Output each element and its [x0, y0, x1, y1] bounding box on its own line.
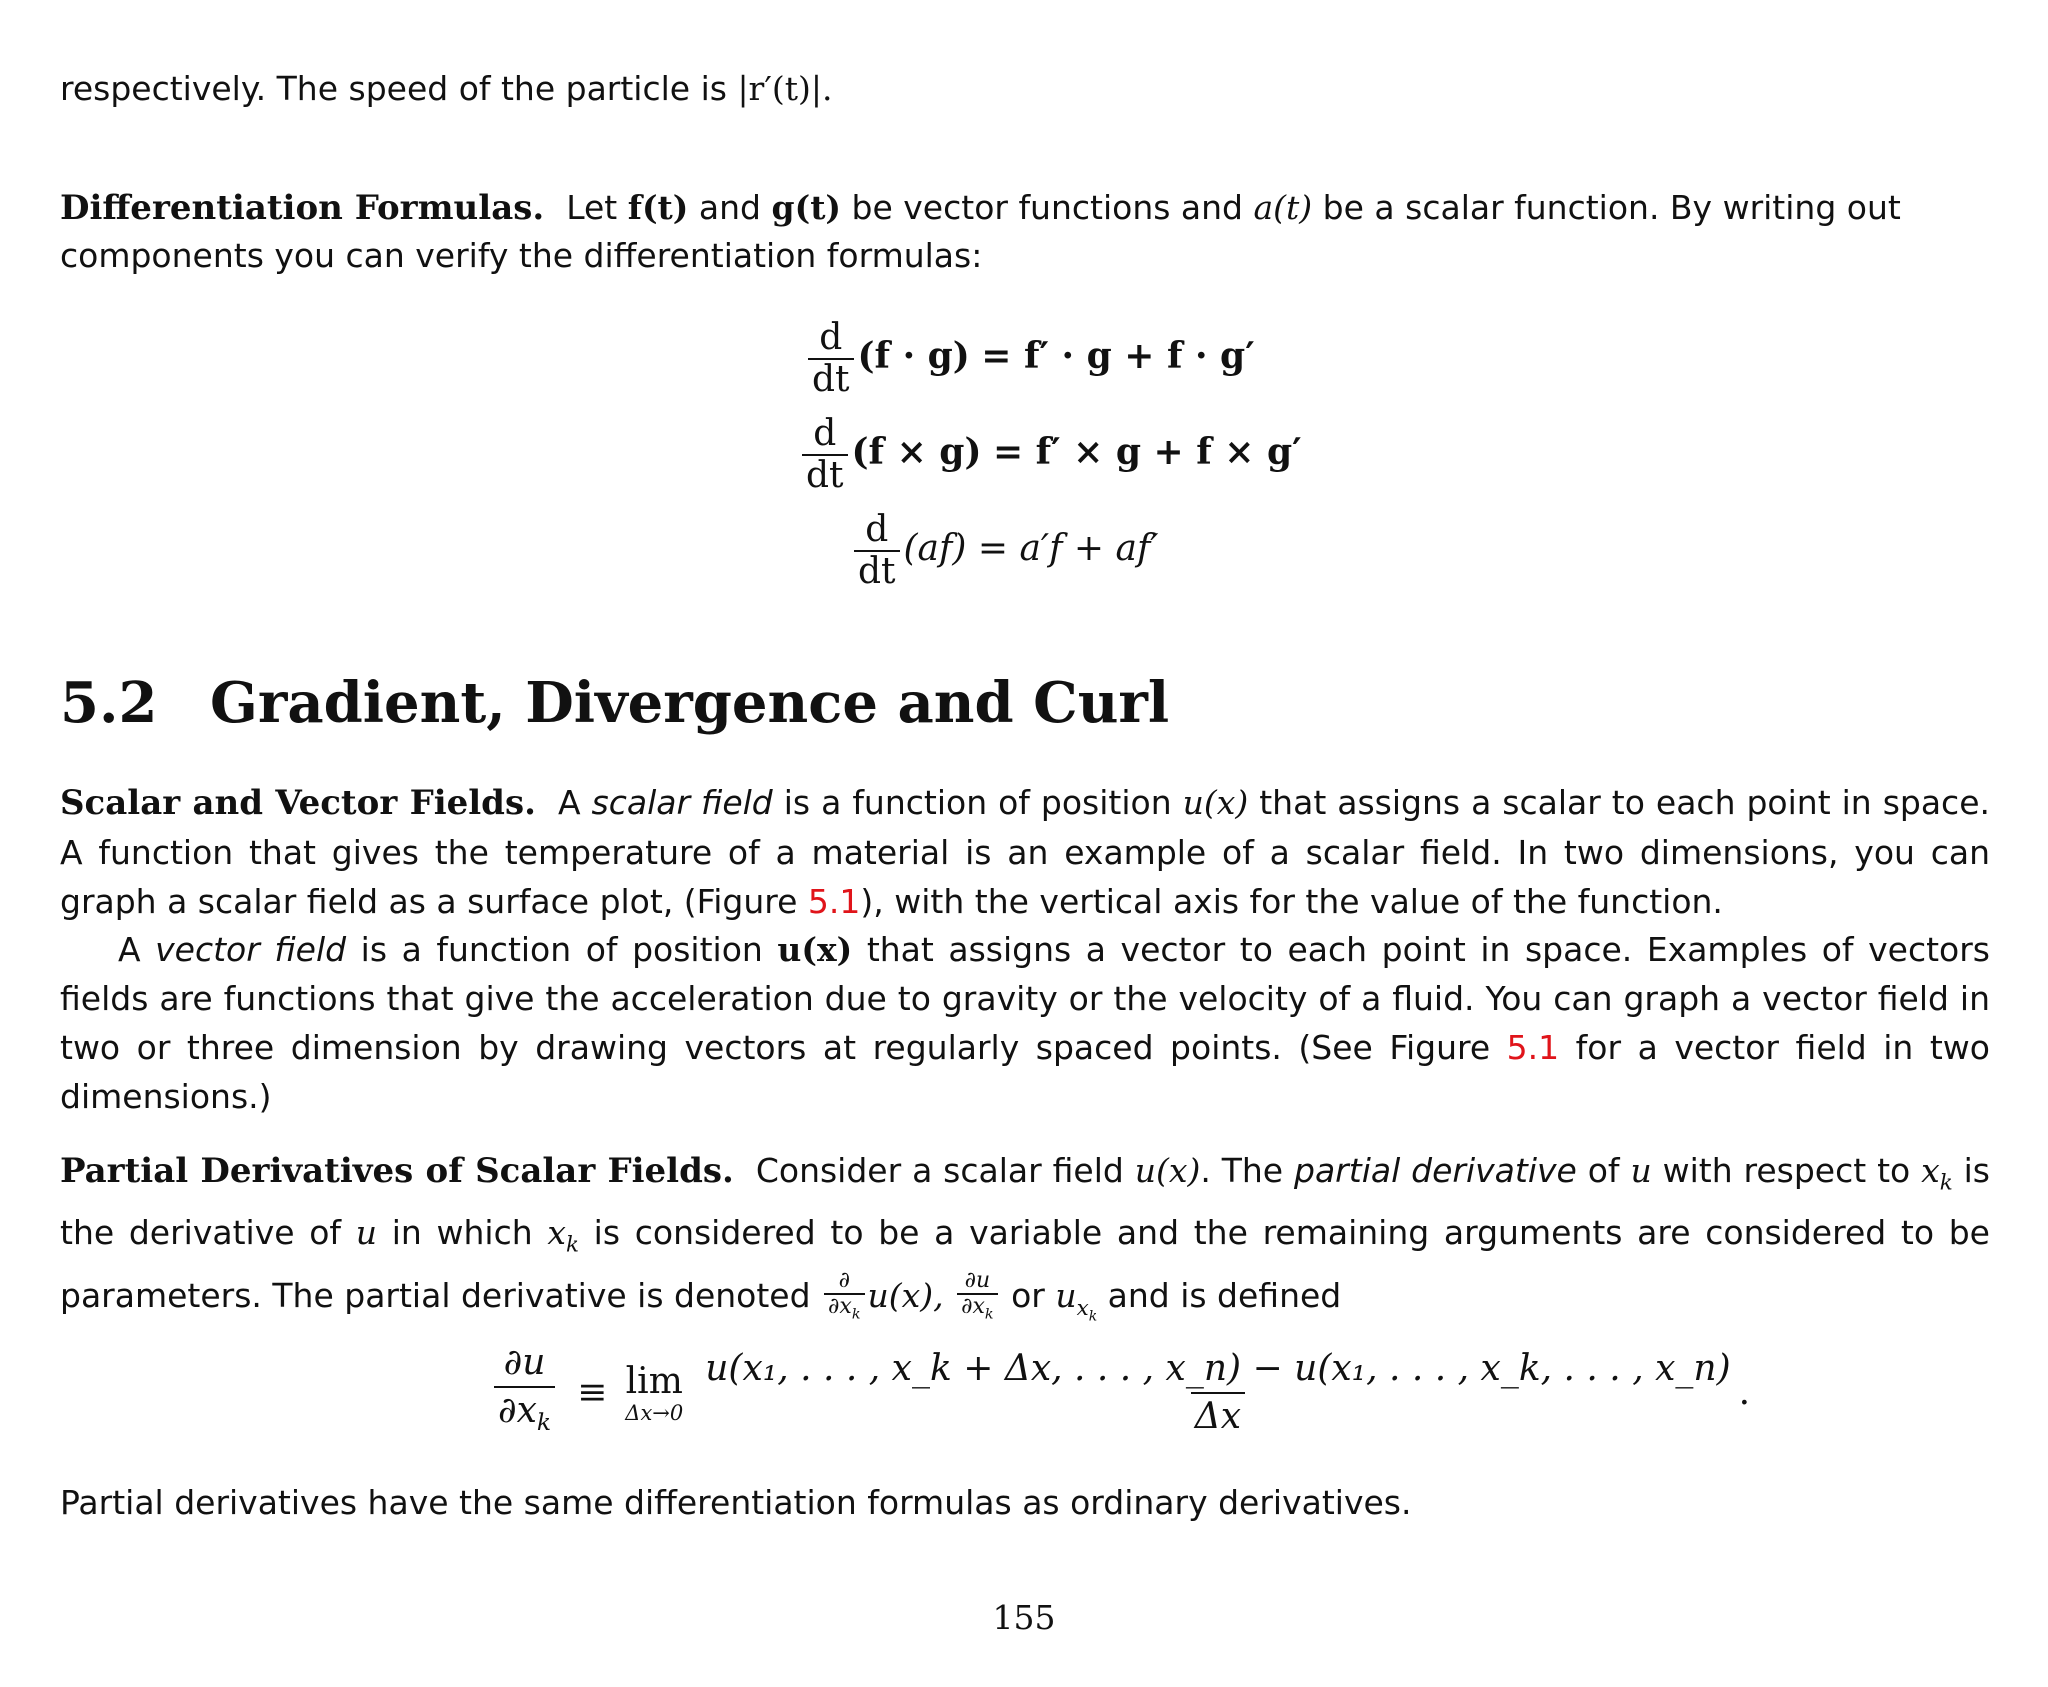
text-run: x	[547, 1212, 566, 1252]
subscript	[1076, 1295, 1098, 1325]
d-dt-fraction	[854, 510, 900, 592]
diff-formulas-line-2: components you can verify the differentiation formulas:	[60, 236, 983, 275]
text-run: A	[118, 930, 156, 969]
text-run: u	[1055, 1276, 1077, 1316]
text-run: .	[1738, 1372, 1751, 1414]
text-run: ∂x	[498, 1390, 537, 1431]
subscript: k	[1939, 1170, 1953, 1196]
partial-u-fraction	[957, 1269, 997, 1326]
partial-derivatives-heading: Partial Derivatives of Scalar Fields.	[60, 1151, 734, 1191]
text-run: and	[688, 188, 772, 227]
math-a-of-t: a(t)	[1253, 188, 1313, 227]
frac-denominator	[824, 1293, 864, 1326]
text-run: and is defined	[1097, 1276, 1342, 1316]
equation-dot-product	[804, 318, 1255, 400]
frac-numerator: u(x₁, . . . , x_k + Δx, . . . , x_n) − u(x₁, . . . , x_k, . . . , x_n)	[705, 1347, 1731, 1389]
text-run: Consider a scalar field	[755, 1151, 1135, 1190]
figure-link[interactable]: 5.1	[1506, 1028, 1560, 1067]
math-x-k	[1921, 1151, 1953, 1196]
equation-lhs: (f × g)	[851, 431, 982, 473]
text-run: that assigns a vector to each point in space. Examples of vectors fields are functions that give the acceleration due to gravity or the velocity of a fluid. You can graph a vector field in two or three dimension by drawing vectors at regularly spaced points. (See Figure	[60, 930, 1990, 1067]
diff-formulas-heading: Differentiation Formulas.	[60, 188, 545, 228]
equation-rhs: = f′ · g + f · g′	[981, 335, 1255, 377]
speed-expression: |r′(t)|.	[737, 69, 833, 108]
text-run: of	[1576, 1151, 1631, 1190]
lhs-fraction	[494, 1340, 555, 1445]
frac-denominator	[494, 1386, 555, 1445]
frac-numerator: d	[813, 413, 837, 454]
partial-derivatives-paragraph	[60, 1146, 1990, 1341]
frac-denominator: Δx	[1191, 1392, 1245, 1440]
math-bold-u-of-x: u(x)	[777, 930, 853, 969]
vector-field-paragraph	[60, 925, 1990, 1121]
text-run: is a function of position	[772, 783, 1183, 822]
subscript: k	[851, 1306, 861, 1323]
math-u: u	[1630, 1151, 1652, 1190]
text-run: x	[1076, 1295, 1089, 1321]
math-u-of-x: u(x)	[1134, 1151, 1201, 1190]
frac-denominator: dt	[854, 550, 900, 592]
d-dt-fraction	[802, 414, 848, 496]
text-run: lim	[625, 1360, 683, 1402]
equation-cross-product	[798, 414, 1302, 496]
frac-numerator: d	[865, 509, 889, 550]
text-run: or	[1000, 1276, 1056, 1316]
scalar-field-paragraph	[60, 778, 1990, 926]
diff-formulas-line-1	[60, 183, 1990, 233]
math-g-of-t: g(t)	[771, 188, 842, 227]
text-run: Let	[566, 188, 628, 227]
section-number: 5.2	[60, 670, 158, 736]
text-run: is the derivative of	[60, 1151, 1990, 1252]
equation-lhs: (af)	[903, 528, 967, 569]
frac-denominator: dt	[808, 358, 854, 400]
d-dt-fraction	[808, 318, 854, 400]
text-run: ∂x	[828, 1294, 852, 1320]
math-x-k	[547, 1212, 579, 1258]
frac-numerator: ∂u	[503, 1342, 546, 1383]
subscript: k	[984, 1306, 994, 1323]
page-number: 155	[992, 1598, 1056, 1637]
partial-derivative-definition	[490, 1340, 1750, 1445]
math-f-of-t: f(t)	[627, 188, 689, 227]
text-run: . The	[1200, 1151, 1295, 1190]
closing-sentence: Partial derivatives have the same differentiation formulas as ordinary derivatives.	[60, 1483, 1412, 1522]
text-run: with respect to	[1651, 1151, 1922, 1190]
text-run: that assigns a scalar to each point in space. A function that gives the temperature of a material is an example of a scalar field. In two dimensions, you can graph a scalar field as a surface plot, (Figure	[60, 783, 1990, 921]
subscript: k	[536, 1408, 552, 1437]
section-heading	[60, 668, 1169, 738]
text-run: ∂x	[961, 1294, 985, 1320]
math-u-of-x: u(x)	[1182, 783, 1249, 822]
text-run: in which	[377, 1212, 548, 1252]
text-run: be vector functions and	[841, 188, 1254, 227]
equation-lhs: (f · g)	[857, 335, 970, 377]
section-title: Gradient, Divergence and Curl	[210, 670, 1170, 736]
text-run: A	[557, 783, 592, 822]
math-u: u	[355, 1212, 378, 1252]
text-run: is a function of position	[346, 930, 778, 969]
scalar-vector-heading: Scalar and Vector Fields.	[60, 783, 536, 823]
limit	[625, 1362, 683, 1424]
top-line-text: respectively. The speed of the particle is	[60, 69, 738, 108]
equation-rhs: = f′ × g + f × g′	[992, 431, 1302, 473]
math-u-of-x: u(x),	[867, 1276, 944, 1316]
figure-link[interactable]: 5.1	[807, 882, 861, 921]
text-run: Δx→0	[625, 1400, 684, 1425]
text-run: be a scalar function. By writing out	[1312, 188, 1901, 227]
top-line	[60, 64, 1990, 113]
difference-quotient	[701, 1346, 1734, 1440]
emphasis-scalar-field: scalar field	[591, 783, 773, 822]
emphasis-partial-derivative: partial derivative	[1294, 1151, 1577, 1190]
subscript: k	[1088, 1308, 1098, 1325]
frac-denominator	[957, 1293, 997, 1326]
emphasis-vector-field: vector field	[155, 930, 347, 969]
partial-operator-fraction	[824, 1269, 864, 1326]
frac-denominator: dt	[802, 454, 848, 496]
text-run: ), with the vertical axis for the value of the function.	[860, 882, 1723, 921]
equation-rhs: = a′f + af′	[977, 528, 1159, 569]
frac-numerator: d	[819, 317, 843, 358]
equation-scalar-product	[850, 510, 1158, 592]
text-run: for a vector field in two dimensions.)	[60, 1028, 1990, 1116]
frac-numerator: ∂u	[964, 1268, 991, 1294]
subscript: k	[565, 1232, 579, 1258]
text-run: x	[1921, 1151, 1940, 1190]
frac-numerator: ∂	[838, 1268, 850, 1294]
equiv-sign: ≡	[577, 1372, 608, 1414]
math-u-x-k	[1055, 1276, 1098, 1325]
text-run: is considered to be a variable and the remaining arguments are considered to be parameters. The partial derivative is denoted	[60, 1212, 1990, 1316]
